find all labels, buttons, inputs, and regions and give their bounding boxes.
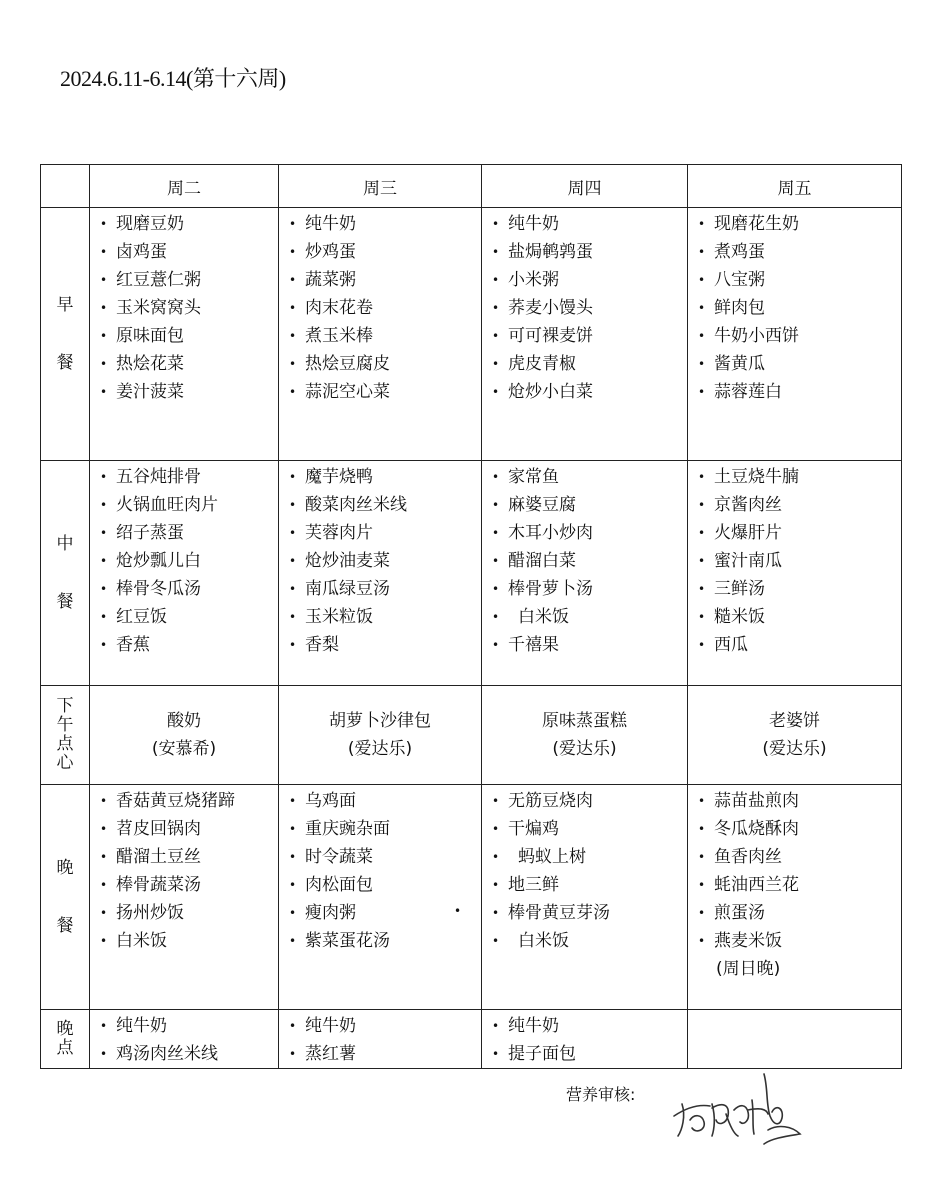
menu-item: • 卤鸡蛋 <box>100 238 278 266</box>
menu-item: • 扬州炒饭 <box>100 899 278 927</box>
menu-item: • 蚝油西兰花 <box>698 871 901 899</box>
menu-cell <box>279 208 482 461</box>
menu-item: • 蒜苗盐煎肉 <box>698 787 901 815</box>
menu-item: • 提子面包 <box>492 1040 687 1068</box>
menu-item: • 乌鸡面 <box>289 787 481 815</box>
menu-item: • 地三鲜 <box>492 871 687 899</box>
menu-item: • 蔬菜粥 <box>289 266 481 294</box>
menu-cell <box>90 1010 279 1069</box>
snack-cell: 原味蒸蛋糕 (爱达乐) <box>482 686 688 785</box>
day-header: 周二 <box>90 165 279 208</box>
meal-label: 中餐 <box>41 461 90 686</box>
menu-item: • 蚂蚁上树 <box>492 843 687 871</box>
corner-cell <box>41 165 90 208</box>
menu-item: • 盐焗鹌鹑蛋 <box>492 238 687 266</box>
day-header: 周五 <box>688 165 902 208</box>
menu-item: • 炝炒瓢儿白 <box>100 547 278 575</box>
breakfast-row <box>41 208 902 461</box>
menu-item: • 酸菜肉丝米线 <box>289 491 481 519</box>
menu-item: • 荞麦小馒头 <box>492 294 687 322</box>
menu-item: • 蒜泥空心菜 <box>289 378 481 406</box>
menu-item: • 煎蛋汤 <box>698 899 901 927</box>
menu-item: • 炝炒油麦菜 <box>289 547 481 575</box>
menu-item: • 千禧果 <box>492 631 687 659</box>
menu-item: • 紫菜蛋花汤 <box>289 927 481 955</box>
menu-item: • 冬瓜烧酥肉 <box>698 815 901 843</box>
menu-item: • 麻婆豆腐 <box>492 491 687 519</box>
meal-label: 晚餐 <box>41 785 90 1010</box>
menu-item: • 鱼香肉丝 <box>698 843 901 871</box>
menu-item: • 牛奶小西饼 <box>698 322 901 350</box>
menu-cell <box>688 461 902 686</box>
menu-item: • 火锅血旺肉片 <box>100 491 278 519</box>
menu-item: • 糙米饭 <box>698 603 901 631</box>
menu-cell <box>482 208 688 461</box>
meal-label: 晚点 <box>41 1010 90 1069</box>
menu-item: • 土豆烧牛腩 <box>698 463 901 491</box>
menu-cell <box>688 208 902 461</box>
snack-cell: 酸奶 (安慕希) <box>90 686 279 785</box>
menu-cell <box>90 785 279 1010</box>
menu-item: • 红豆薏仁粥 <box>100 266 278 294</box>
menu-item: • 煮鸡蛋 <box>698 238 901 266</box>
snack-row <box>41 686 902 785</box>
menu-item: • 芙蓉肉片 <box>289 519 481 547</box>
menu-item: • 姜汁菠菜 <box>100 378 278 406</box>
menu-item: • 棒骨萝卜汤 <box>492 575 687 603</box>
dinner-note: (周日晚) <box>716 959 781 979</box>
meal-label: 早餐 <box>41 208 90 461</box>
menu-cell <box>482 461 688 686</box>
menu-item: • 香蕉 <box>100 631 278 659</box>
menu-item: • 纯牛奶 <box>492 1012 687 1040</box>
menu-item: • 瘦肉粥 <box>289 899 481 927</box>
menu-item: • 魔芋烧鸭 <box>289 463 481 491</box>
menu-item: • 棒骨蔬菜汤 <box>100 871 278 899</box>
menu-item: • 肉松面包 <box>289 871 481 899</box>
menu-item: • 棒骨冬瓜汤 <box>100 575 278 603</box>
signature-image <box>668 1064 808 1154</box>
menu-item: • 热烩花菜 <box>100 350 278 378</box>
menu-item: • 时令蔬菜 <box>289 843 481 871</box>
review-label: 营养审核: <box>566 1085 636 1104</box>
menu-cell <box>90 461 279 686</box>
menu-cell <box>279 785 482 1010</box>
stray-bullet: • <box>454 904 462 918</box>
menu-item: • 鸡汤肉丝米线 <box>100 1040 278 1068</box>
menu-item: • 炝炒小白菜 <box>492 378 687 406</box>
menu-cell <box>688 785 902 1010</box>
menu-item: • 干煸鸡 <box>492 815 687 843</box>
menu-item: • 五谷炖排骨 <box>100 463 278 491</box>
menu-item: • 白米饭 <box>100 927 278 955</box>
night-snack-row <box>41 1010 902 1069</box>
menu-item: • 纯牛奶 <box>289 210 481 238</box>
menu-item: • 香梨 <box>289 631 481 659</box>
menu-item: • 原味面包 <box>100 322 278 350</box>
menu-item: • 玉米窝窝头 <box>100 294 278 322</box>
menu-item: • 南瓜绿豆汤 <box>289 575 481 603</box>
menu-item: • 无筋豆烧肉 <box>492 787 687 815</box>
menu-item: • 西瓜 <box>698 631 901 659</box>
menu-item: • 现磨豆奶 <box>100 210 278 238</box>
menu-item: • 蒜蓉莲白 <box>698 378 901 406</box>
menu-cell <box>482 785 688 1010</box>
menu-item: • 棒骨黄豆芽汤 <box>492 899 687 927</box>
menu-cell <box>279 1010 482 1069</box>
menu-cell <box>90 208 279 461</box>
menu-item: • 火爆肝片 <box>698 519 901 547</box>
header-row <box>41 165 902 208</box>
menu-item: • 纯牛奶 <box>289 1012 481 1040</box>
menu-table <box>40 164 902 1069</box>
menu-item: • 白米饭 <box>492 927 687 955</box>
menu-item: • 小米粥 <box>492 266 687 294</box>
menu-item: • 家常鱼 <box>492 463 687 491</box>
menu-cell <box>688 1010 902 1069</box>
snack-cell: 老婆饼 (爱达乐) <box>688 686 902 785</box>
menu-item: • 红豆饭 <box>100 603 278 631</box>
menu-item: • 重庆豌杂面 <box>289 815 481 843</box>
menu-item: • 现磨花生奶 <box>698 210 901 238</box>
snack-cell: 胡萝卜沙律包 (爱达乐) <box>279 686 482 785</box>
menu-item: • 蒸红薯 <box>289 1040 481 1068</box>
menu-item: • 虎皮青椒 <box>492 350 687 378</box>
menu-item: • 鲜肉包 <box>698 294 901 322</box>
menu-cell <box>482 1010 688 1069</box>
menu-item: • 纯牛奶 <box>100 1012 278 1040</box>
menu-item: • 醋溜白菜 <box>492 547 687 575</box>
meal-label: 下午点心 <box>41 686 90 785</box>
menu-item: • 八宝粥 <box>698 266 901 294</box>
menu-item: • 三鲜汤 <box>698 575 901 603</box>
menu-item: • 绍子蒸蛋 <box>100 519 278 547</box>
menu-item: • 酱黄瓜 <box>698 350 901 378</box>
menu-item: • 热烩豆腐皮 <box>289 350 481 378</box>
menu-item: • 苕皮回锅肉 <box>100 815 278 843</box>
menu-item: • 肉末花卷 <box>289 294 481 322</box>
menu-item: • 燕麦米饭 <box>698 927 901 955</box>
menu-item: • 香菇黄豆烧猪蹄 <box>100 787 278 815</box>
dinner-row <box>41 785 902 1010</box>
menu-item: • 炒鸡蛋 <box>289 238 481 266</box>
menu-cell <box>279 461 482 686</box>
menu-item: • 玉米粒饭 <box>289 603 481 631</box>
page-title: 2024.6.11-6.14(第十六周) <box>60 66 286 91</box>
menu-item: • 可可裸麦饼 <box>492 322 687 350</box>
day-header: 周三 <box>279 165 482 208</box>
day-header: 周四 <box>482 165 688 208</box>
menu-item: • 煮玉米棒 <box>289 322 481 350</box>
menu-item: • 蜜汁南瓜 <box>698 547 901 575</box>
lunch-row <box>41 461 902 686</box>
menu-item: • 醋溜土豆丝 <box>100 843 278 871</box>
menu-item: • 纯牛奶 <box>492 210 687 238</box>
menu-item: • 白米饭 <box>492 603 687 631</box>
menu-item: • 京酱肉丝 <box>698 491 901 519</box>
menu-item: • 木耳小炒肉 <box>492 519 687 547</box>
